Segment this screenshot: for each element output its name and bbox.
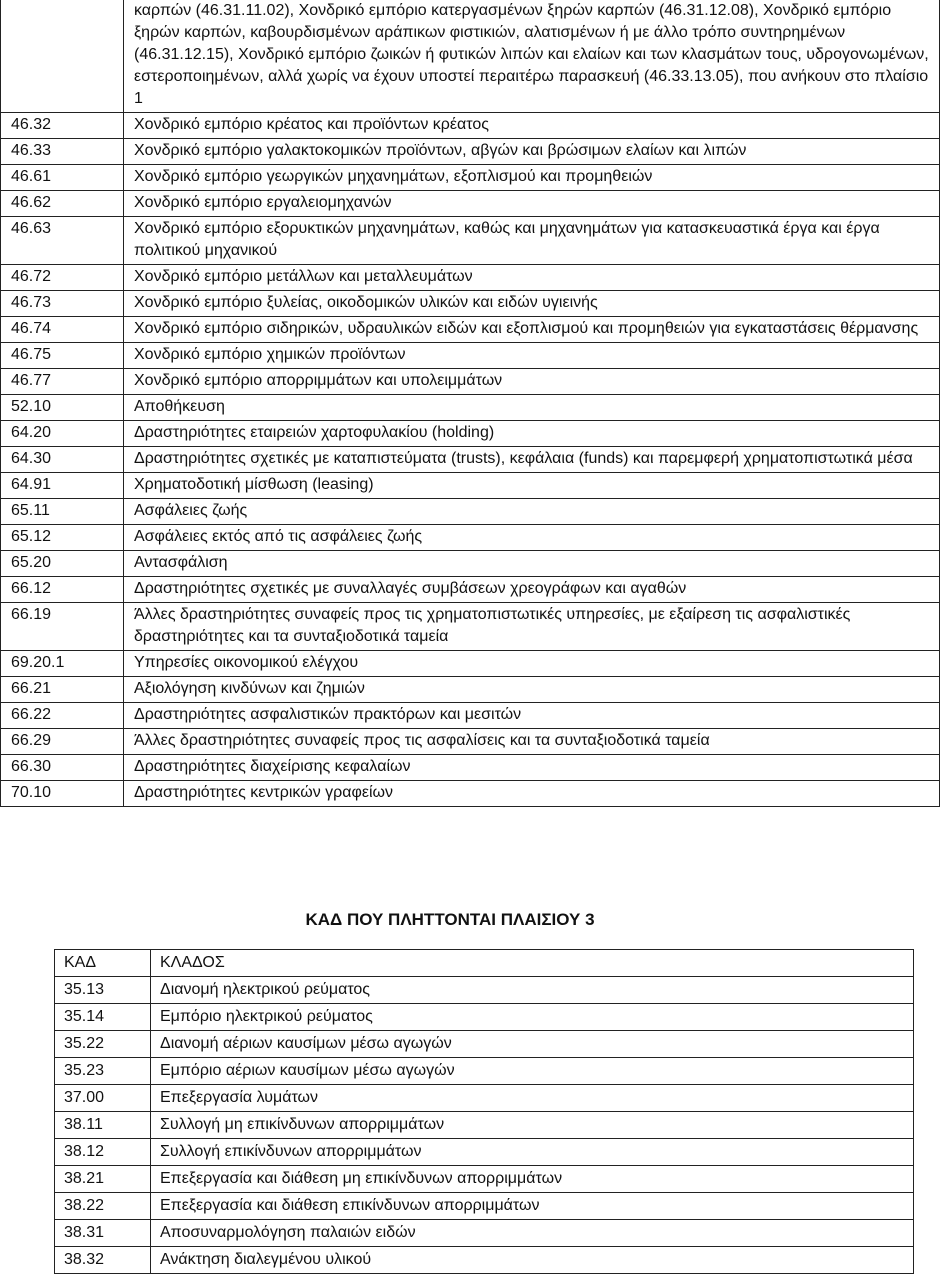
kad-description-cell: Επεξεργασία και διάθεση επικίνδυνων απορριμμάτων (151, 1193, 914, 1220)
kad-description-cell: Δραστηριότητες εταιρειών χαρτοφυλακίου (holding) (124, 421, 940, 447)
table-row (1, 473, 940, 499)
kad-description-cell: Ασφάλειες εκτός από τις ασφάλειες ζωής (124, 525, 940, 551)
kad-code-cell: 38.31 (55, 1220, 151, 1247)
table-row (55, 1193, 914, 1220)
kad-code-cell: 35.14 (55, 1004, 151, 1031)
kad-description-cell: Επεξεργασία λυμάτων (151, 1085, 914, 1112)
kad-description-cell: Χονδρικό εμπόριο χημικών προϊόντων (124, 343, 940, 369)
kad-description-cell: Άλλες δραστηριότητες συναφείς προς τις χρηματοπιστωτικές υπηρεσίες, με εξαίρεση τις ασφαλιστικές δραστηριότητες και τα συνταξιοδοτικά ταμεία (124, 603, 940, 651)
kad-description-cell: Χονδρικό εμπόριο γεωργικών μηχανημάτων, εξοπλισμού και προμηθειών (124, 165, 940, 191)
table-row (1, 343, 940, 369)
kad-description-cell: Άλλες δραστηριότητες συναφείς προς τις ασφαλίσεις και τα συνταξιοδοτικά ταμεία (124, 729, 940, 755)
table-row (55, 1058, 914, 1085)
kad-description-cell: Χονδρικό εμπόριο απορριμμάτων και υπολειμμάτων (124, 369, 940, 395)
table-row (55, 1031, 914, 1058)
kad-description-cell: Αντασφάλιση (124, 551, 940, 577)
table-row (1, 525, 940, 551)
kad-description-cell: Χρηματοδοτική μίσθωση (leasing) (124, 473, 940, 499)
kad-code-cell: 66.21 (1, 677, 124, 703)
kad-description-cell: Εμπόριο αέριων καυσίμων μέσω αγωγών (151, 1058, 914, 1085)
kad-description-cell: Αξιολόγηση κινδύνων και ζημιών (124, 677, 940, 703)
kad-code-cell: 66.29 (1, 729, 124, 755)
table-row (55, 1004, 914, 1031)
kad-description-cell: Ανάκτηση διαλεγμένου υλικού (151, 1247, 914, 1274)
kad-code-cell (1, 0, 124, 113)
table-row (1, 165, 940, 191)
kad-code-cell: 38.21 (55, 1166, 151, 1193)
table-row (1, 421, 940, 447)
kad-code-cell: 46.61 (1, 165, 124, 191)
table-row (1, 395, 940, 421)
kad-code-cell: 46.74 (1, 317, 124, 343)
table-header-row (55, 950, 914, 977)
kad-description-cell: Χονδρικό εμπόριο κρέατος και προϊόντων κρέατος (124, 113, 940, 139)
kad-code-cell: 65.11 (1, 499, 124, 525)
kad-description-cell: Χονδρικό εμπόριο εργαλειομηχανών (124, 191, 940, 217)
table-row (1, 755, 940, 781)
table-row-continued (1, 0, 940, 113)
kad-description-cell: Δραστηριότητες διαχείρισης κεφαλαίων (124, 755, 940, 781)
table-row (1, 191, 940, 217)
kad-code-cell: 70.10 (1, 781, 124, 807)
kad-code-cell: 52.10 (1, 395, 124, 421)
kad-code-cell: 66.19 (1, 603, 124, 651)
kad-description-cell: Χονδρικό εμπόριο γαλακτοκομικών προϊόντων, αβγών και βρώσιμων ελαίων και λιπών (124, 139, 940, 165)
table-row (1, 603, 940, 651)
table-row (1, 577, 940, 603)
table-row (55, 1166, 914, 1193)
kad-code-cell: 38.11 (55, 1112, 151, 1139)
table-row (55, 1247, 914, 1274)
kad-code-cell: 46.75 (1, 343, 124, 369)
kad-description-cell: Χονδρικό εμπόριο μετάλλων και μεταλλευμάτων (124, 265, 940, 291)
table-row (1, 499, 940, 525)
kad-code-cell: 46.77 (1, 369, 124, 395)
table-row (1, 729, 940, 755)
kad-description-cell: Δραστηριότητες κεντρικών γραφείων (124, 781, 940, 807)
kad-description-cell: Χονδρικό εμπόριο ξυλείας, οικοδομικών υλικών και ειδών υγιεινής (124, 291, 940, 317)
kad-description-cell: Αποθήκευση (124, 395, 940, 421)
kad-code-cell: 46.72 (1, 265, 124, 291)
kad-code-cell: 35.22 (55, 1031, 151, 1058)
table-row (1, 677, 940, 703)
kad-code-cell: 38.12 (55, 1139, 151, 1166)
kad-code-cell: 46.33 (1, 139, 124, 165)
table-row (1, 291, 940, 317)
table-row (1, 447, 940, 473)
kad-table-body (55, 950, 914, 1274)
kad-code-cell: 46.32 (1, 113, 124, 139)
table-row (1, 651, 940, 677)
kad-code-cell: 38.22 (55, 1193, 151, 1220)
kad-code-cell: 65.12 (1, 525, 124, 551)
kad-description-cell: Συλλογή μη επικίνδυνων απορριμμάτων (151, 1112, 914, 1139)
kad-table-body (1, 0, 940, 807)
kad-code-cell: 64.20 (1, 421, 124, 447)
kad-code-cell: 35.13 (55, 977, 151, 1004)
kad-code-cell: 69.20.1 (1, 651, 124, 677)
kad-description-cell: Αποσυναρμολόγηση παλαιών ειδών (151, 1220, 914, 1247)
table-row (1, 265, 940, 291)
kad-description-cell: Χονδρικό εμπόριο σιδηρικών, υδραυλικών ειδών και εξοπλισμού και προμηθειών για εγκαταστάσεις θέρμανσης (124, 317, 940, 343)
kad-code-cell: 46.63 (1, 217, 124, 265)
kad-code-cell: 66.12 (1, 577, 124, 603)
table-row (55, 1085, 914, 1112)
kad-description-cell: Δραστηριότητες ασφαλιστικών πρακτόρων και μεσιτών (124, 703, 940, 729)
kad-description-cell: Δραστηριότητες σχετικές με συναλλαγές συμβάσεων χρεογράφων και αγαθών (124, 577, 940, 603)
table-row (1, 551, 940, 577)
table-row (1, 139, 940, 165)
kad-code-cell: 35.23 (55, 1058, 151, 1085)
table-row (55, 977, 914, 1004)
kad-description-cell: Συλλογή επικίνδυνων απορριμμάτων (151, 1139, 914, 1166)
table-row (55, 1220, 914, 1247)
kad-description-cell: Χονδρικό εμπόριο εξορυκτικών μηχανημάτων, καθώς και μηχανημάτων για κατασκευαστικά έργα και έργα πολιτικού μηχανικού (124, 217, 940, 265)
table-row (1, 781, 940, 807)
kad-code-cell: 46.62 (1, 191, 124, 217)
kad-description-cell: Διανομή αέριων καυσίμων μέσω αγωγών (151, 1031, 914, 1058)
table-row (55, 1112, 914, 1139)
kad-description-cell: καρπών (46.31.11.02), Χονδρικό εμπόριο κατεργασμένων ξηρών καρπών (46.31.12.08), Χονδρικό εμπόριο ξηρών καρπών, καβουρδισμένων αράπικων φιστικιών, αλατισμένων ή με άλλο τρόπο συντηρημένων (46.31.12.15), Χονδρικό εμπόριο ζωικών ή φυτικών λιπών και ελαίων και των κλασμάτων τους, υδρογονωμένων, εστεροποιημένων, αλλά χωρίς να έχουν υποστεί περαιτέρω παρασκευή (46.33.13.05), που ανήκουν στο πλαίσιο 1 (124, 0, 940, 113)
kad-code-cell: 37.00 (55, 1085, 151, 1112)
table-row (1, 113, 940, 139)
kad-description-cell: Εμπόριο ηλεκτρικού ρεύματος (151, 1004, 914, 1031)
kad-code-cell: 66.30 (1, 755, 124, 781)
table-row (1, 369, 940, 395)
kad-code-cell: 38.32 (55, 1247, 151, 1274)
header-code: ΚΑΔ (55, 950, 151, 977)
kad-description-cell: Υπηρεσίες οικονομικού ελέγχου (124, 651, 940, 677)
kad-code-cell: 64.91 (1, 473, 124, 499)
section-title: ΚΑΔ ΠΟΥ ΠΛΗΤΤΟΝΤΑΙ ΠΛΑΙΣΙΟΥ 3 (305, 910, 595, 929)
kad-code-cell: 66.22 (1, 703, 124, 729)
kad-description-cell: Διανομή ηλεκτρικού ρεύματος (151, 977, 914, 1004)
kad-code-cell: 64.30 (1, 447, 124, 473)
table-row (1, 217, 940, 265)
table-row (1, 317, 940, 343)
kad-code-cell: 65.20 (1, 551, 124, 577)
kad-description-cell: Δραστηριότητες σχετικές με καταπιστεύματα (trusts), κεφάλαια (funds) και παρεμφερή χρηματοπιστωτικά μέσα (124, 447, 940, 473)
kad-description-cell: Επεξεργασία και διάθεση μη επικίνδυνων απορριμμάτων (151, 1166, 914, 1193)
header-sector: ΚΛΑΔΟΣ (151, 950, 914, 977)
kad-code-cell: 46.73 (1, 291, 124, 317)
table-row (55, 1139, 914, 1166)
kad-description-cell: Ασφάλειες ζωής (124, 499, 940, 525)
kad-table-plaisio-3 (54, 949, 914, 1274)
table-row (1, 703, 940, 729)
